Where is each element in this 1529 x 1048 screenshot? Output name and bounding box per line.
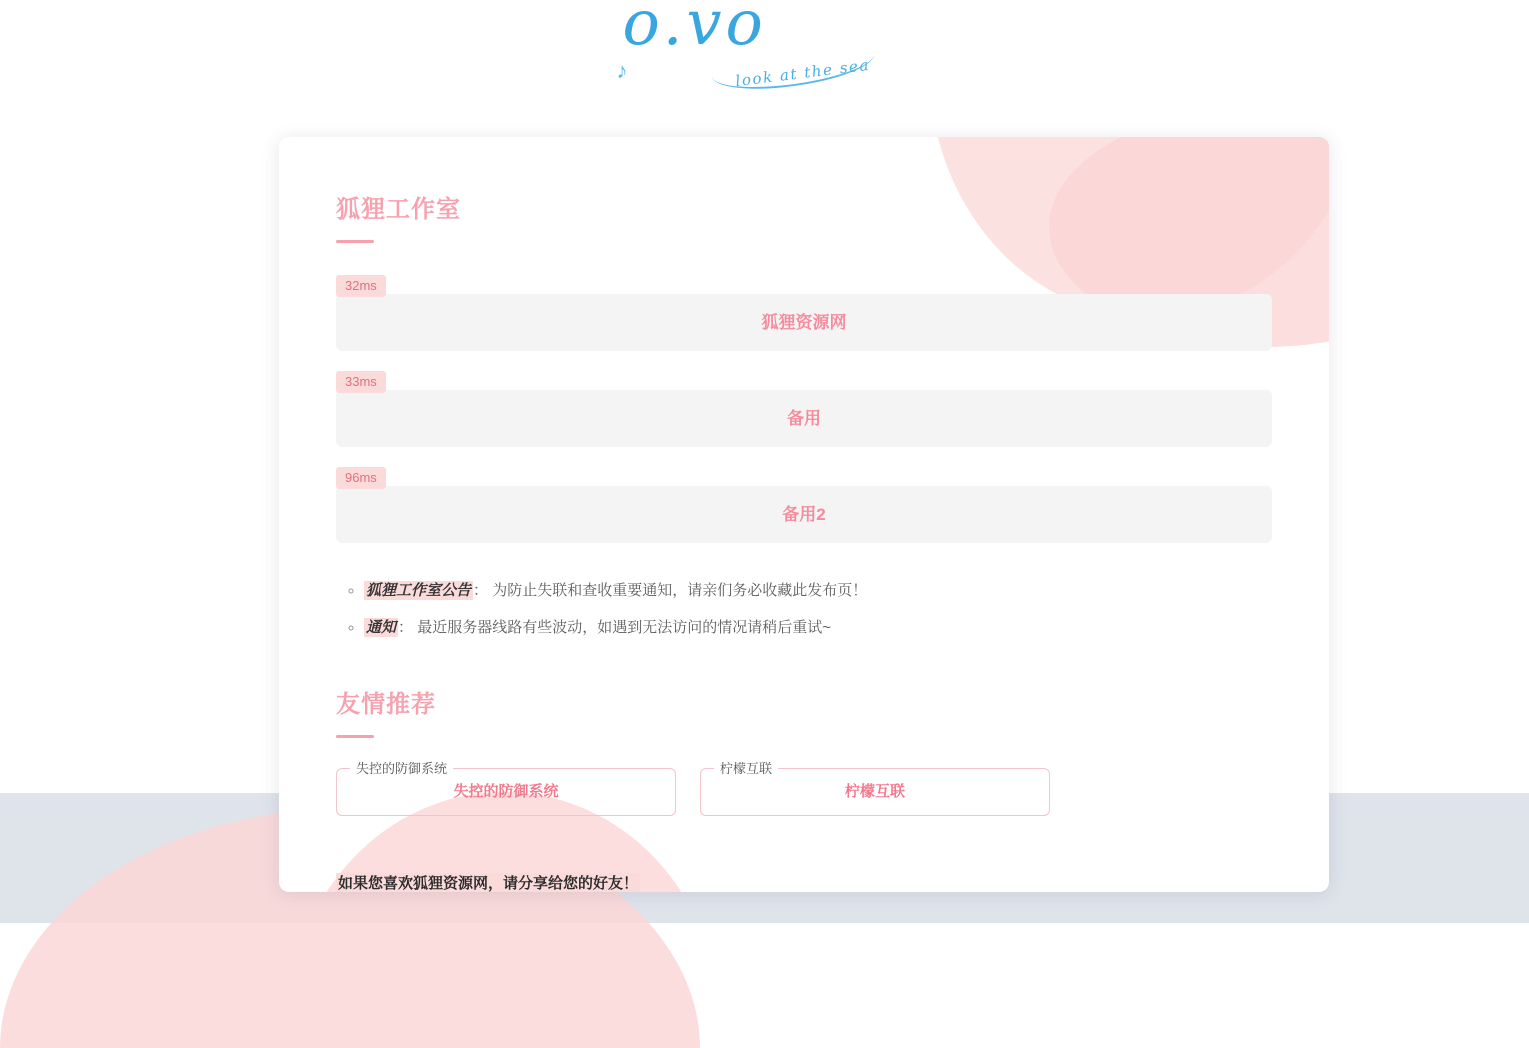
studio-section-title: 狐狸工作室 — [336, 196, 461, 223]
list-item — [336, 761, 676, 816]
studio-section-underline — [336, 240, 374, 243]
notice-text: 最近服务器线路有些波动，如遇到无法访问的情况请稍后重试~ — [417, 619, 831, 636]
notice-text: 为防止失联和查收重要通知，请亲们务必收藏此发布页！ — [492, 582, 868, 599]
notice-separator: ： — [398, 619, 414, 636]
logo-subtitle: look at the sea — [733, 55, 871, 91]
notice-label: 狐狸工作室公告 — [366, 582, 472, 599]
logo-text: o.vo — [622, 0, 767, 59]
list-item — [364, 579, 1272, 603]
share-message — [336, 872, 1272, 892]
link-button-primary[interactable]: 狐狸资源网 — [336, 294, 1272, 351]
notice-separator: ： — [473, 582, 489, 599]
friend-link-legend: 柠檬互联 — [714, 758, 778, 777]
status-badge: 33ms — [336, 371, 386, 393]
friends-section-underline — [336, 735, 374, 738]
notice-list — [336, 579, 1272, 640]
link-button-backup-2[interactable]: 备用2 — [336, 486, 1272, 543]
list-item — [336, 271, 1272, 351]
list-item — [700, 761, 1050, 816]
friend-link-legend: 失控的防御系统 — [350, 758, 453, 777]
notice-label: 通知 — [366, 619, 397, 636]
friend-link-button[interactable]: 柠檬互联 — [700, 768, 1050, 816]
main-card — [279, 137, 1329, 892]
status-badge: 32ms — [336, 275, 386, 297]
status-badge: 96ms — [336, 467, 386, 489]
music-note-icon: ♪ — [616, 58, 628, 83]
list-item — [364, 616, 1272, 640]
friend-link-list — [336, 761, 1272, 816]
friend-link-button[interactable]: 失控的防御系统 — [336, 768, 676, 816]
list-item — [336, 367, 1272, 447]
link-list — [336, 271, 1272, 543]
list-item — [336, 463, 1272, 543]
friends-section-title: 友情推荐 — [336, 691, 436, 718]
share-message-text: 如果您喜欢狐狸资源网，请分享给您的好友！ — [338, 875, 639, 892]
link-button-backup[interactable]: 备用 — [336, 390, 1272, 447]
